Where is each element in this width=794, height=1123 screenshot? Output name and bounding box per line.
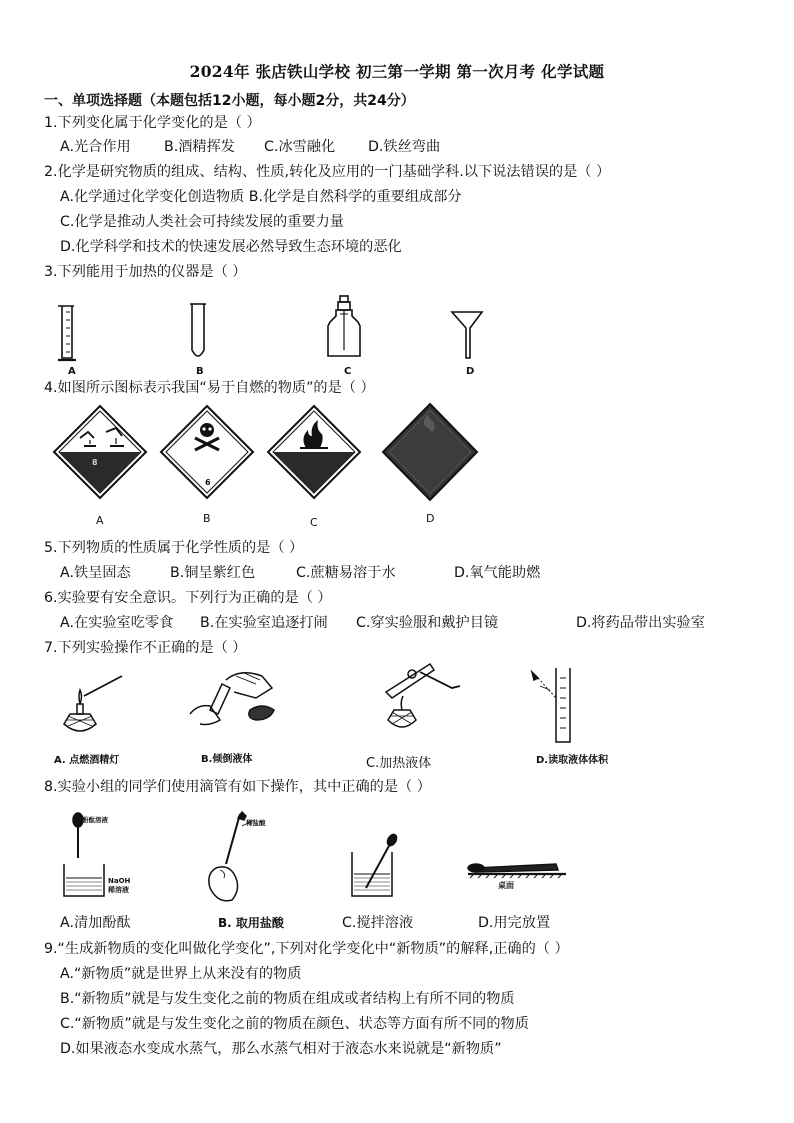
question-8-options <box>60 913 550 933</box>
corrosive-sign-icon <box>54 406 146 498</box>
exam-title: 2024年 张店铁山学校 初三第一学期 第一次月考 化学试题 <box>189 62 605 81</box>
stirring-dropper-icon <box>352 833 398 896</box>
spontaneous-combustion-sign-icon <box>383 404 477 500</box>
q1-option-b[interactable]: B.酒精挥发 <box>164 139 235 155</box>
q5-option-c[interactable]: C.蔗糖易溶于水 <box>296 565 396 581</box>
q7-option-d[interactable]: D.读取液体体积 <box>536 755 609 766</box>
q2-options-ab[interactable]: A.化学通过化学变化创造物质 B.化学是自然科学的重要组成部分 <box>60 189 462 205</box>
q7-option-b[interactable]: B.倾倒液体 <box>201 754 253 765</box>
funnel-icon <box>452 312 482 358</box>
pouring-liquid-icon <box>190 672 274 725</box>
q8-option-b[interactable]: B. 取用盐酸 <box>218 916 284 930</box>
q1-option-a[interactable]: A.光合作用 <box>60 139 131 155</box>
question-5-stem: 5.下列物质的性质属于化学性质的是（ ） <box>44 540 304 556</box>
q2-option-d[interactable]: D.化学科学和技术的快速发展必然导致生态环境的恶化 <box>60 239 402 255</box>
q7-operations-figure <box>50 658 610 748</box>
q3-label-a: A <box>68 366 76 377</box>
q8-option-d[interactable]: D.用完放置 <box>478 915 551 931</box>
question-5-options <box>60 563 540 583</box>
graduated-cylinder-icon <box>58 306 76 360</box>
question-1-options <box>60 137 440 157</box>
q5-option-b[interactable]: B.铜呈紫红色 <box>170 565 256 581</box>
question-8-stem: 8.实验小组的同学们使用滴管有如下操作，其中正确的是（ ） <box>44 779 431 795</box>
reading-volume-icon <box>532 668 570 742</box>
q7-option-a[interactable]: A. 点燃酒精灯 <box>54 755 120 766</box>
q8-option-c[interactable]: C.搅拌溶液 <box>342 915 414 931</box>
question-9-stem: 9.“生成新物质的变化叫做化学变化”,下列对化学变化中“新物质”的解释,正确的（ ） <box>44 941 569 957</box>
q9-option-a[interactable]: A.“新物质”就是世界上从来没有的物质 <box>60 966 302 982</box>
q3-label-d: D <box>466 366 475 377</box>
test-tube-icon <box>190 304 206 356</box>
flammable-sign-icon <box>268 406 360 498</box>
q4-label-a: A <box>96 514 104 527</box>
question-4-stem: 4.如图所示图标表示我国“易于自燃的物质”的是（ ） <box>44 380 375 396</box>
q4-label-d: D <box>426 512 435 525</box>
q9-option-c[interactable]: C.“新物质”就是与发生变化之前的物质在颜色、状态等方面有所不同的物质 <box>60 1016 529 1032</box>
q6-option-b[interactable]: B.在实验室追逐打闹 <box>200 615 328 631</box>
q3-label-b: B <box>196 366 204 377</box>
q2-option-c[interactable]: C.化学是推动人类社会可持续发展的重要力量 <box>60 214 344 230</box>
sign-a-number: 8 <box>92 458 98 467</box>
q3-label-c: C <box>344 366 352 377</box>
label-desk: 桌面 <box>498 881 514 890</box>
q6-option-a[interactable]: A.在实验室吃零食 <box>60 615 174 631</box>
q1-option-d[interactable]: D.铁丝弯曲 <box>368 139 441 155</box>
q4-label-c: C <box>310 516 318 529</box>
question-1-stem: 1.下列变化属于化学变化的是（ ） <box>44 115 261 131</box>
q8-dropper-figure <box>56 808 576 908</box>
label-dilute-solution: 稀溶液 <box>108 886 129 894</box>
heating-liquid-icon <box>386 664 460 727</box>
section-heading: 一、单项选择题（本题包括12小题，每小题2分，共24分） <box>44 93 415 109</box>
q6-option-d[interactable]: D.将药品带出实验室 <box>576 615 705 631</box>
q8-option-a[interactable]: A.清加酚酞 <box>60 915 131 931</box>
q6-option-c[interactable]: C.穿实验服和戴护目镜 <box>356 615 499 631</box>
alcohol-lamp-icon <box>64 676 122 731</box>
label-dilute-acid: 稀盐酸 <box>246 819 266 827</box>
q9-option-b[interactable]: B.“新物质”就是与发生变化之前的物质在组成或者结构上有所不同的物质 <box>60 991 515 1007</box>
q9-option-d[interactable]: D.如果液态水变成水蒸气，那么水蒸气相对于液态水来说就是“新物质” <box>60 1041 502 1057</box>
q7-option-c[interactable]: C.加热液体 <box>366 756 432 771</box>
label-naoh: NaOH <box>108 877 131 885</box>
q4-label-b: B <box>203 512 211 525</box>
q5-option-a[interactable]: A.铁呈固态 <box>60 565 131 581</box>
question-3-stem: 3.下列能用于加热的仪器是（ ） <box>44 264 247 280</box>
question-6-options <box>60 613 705 633</box>
question-6-stem: 6.实验要有安全意识。下列行为正确的是（ ） <box>44 590 332 606</box>
label-phenolphthalein: 酚酞溶液 <box>82 816 108 824</box>
q5-option-d[interactable]: D.氧气能助燃 <box>454 565 541 581</box>
q3-instruments-figure <box>40 292 500 378</box>
dropper-bottle-icon <box>328 296 360 356</box>
q4-hazard-signs-figure <box>50 402 480 510</box>
question-7-stem: 7.下列实验操作不正确的是（ ） <box>44 640 247 656</box>
dropper-on-desk-icon <box>468 864 566 878</box>
dropper-beaker-icon <box>64 813 104 896</box>
q1-option-c[interactable]: C.冰雪融化 <box>264 139 336 155</box>
question-2-stem: 2.化学是研究物质的组成、结构、性质,转化及应用的一门基础学科.以下说法错误的是（ ） <box>44 164 611 180</box>
sign-b-number: 6 <box>205 478 211 487</box>
